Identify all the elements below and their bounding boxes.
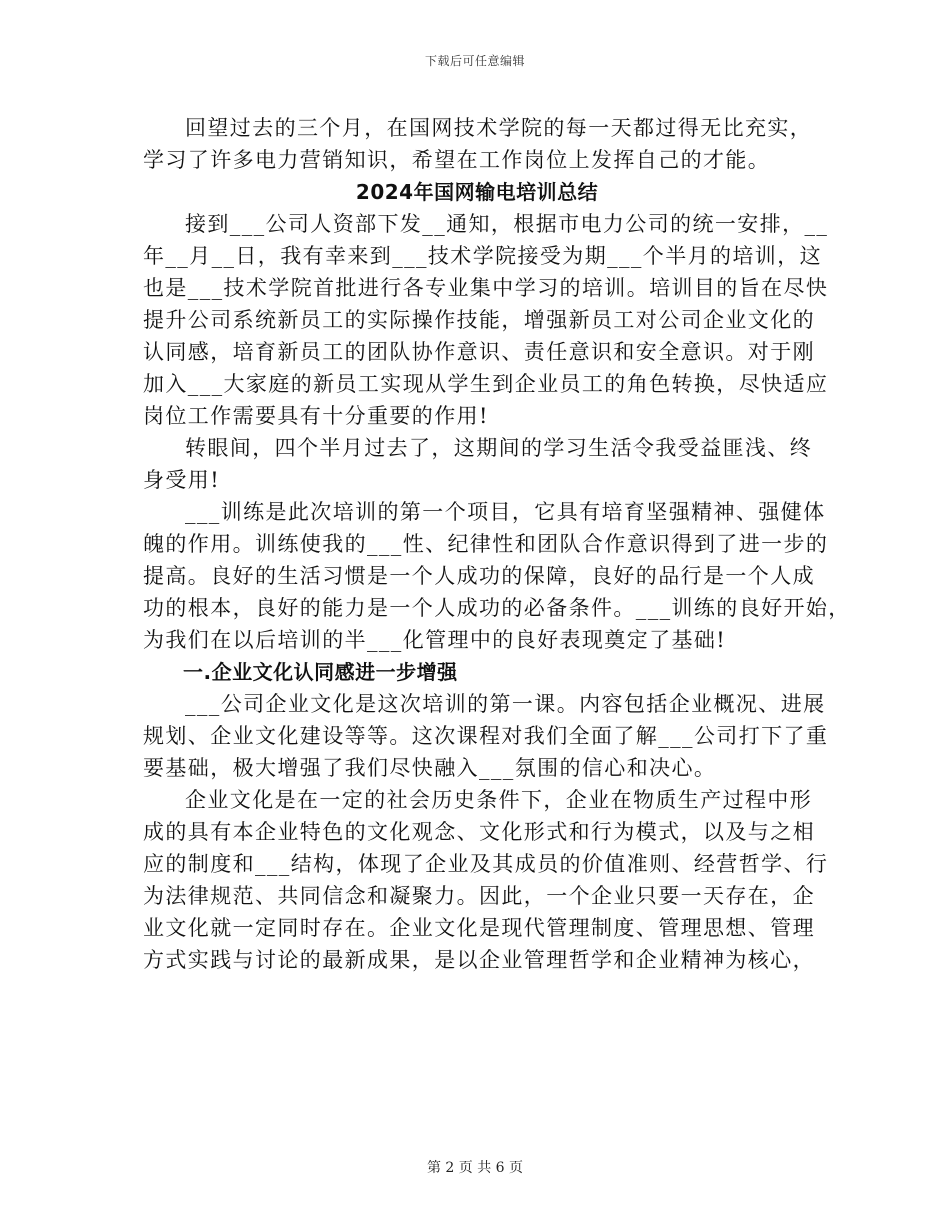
text-line: 成的具有本企业特色的文化观念、文化形式和行为模式，以及与之相 bbox=[143, 820, 815, 844]
text-line: ___公司企业文化是这次培训的第一课。内容包括企业概况、进展 bbox=[185, 692, 826, 716]
text-line: 为我们在以后培训的半___化管理中的良好表现奠定了基础! bbox=[143, 628, 727, 652]
text-line: 为法律规范、共同信念和凝聚力。因此，一个企业只要一天存在，企 bbox=[143, 884, 815, 908]
page-header: 下载后可任意编辑 bbox=[424, 54, 525, 68]
page-footer: 第 2 页 共 6 页 bbox=[426, 1160, 524, 1176]
paragraph-1 bbox=[143, 208, 829, 432]
text-line: 学习了许多电力营销知识，希望在工作岗位上发挥自己的才能。 bbox=[143, 148, 771, 172]
document-body bbox=[143, 112, 851, 976]
text-line: 认同感，培育新员工的团队协作意识、责任意识和安全意识。对于刚 bbox=[143, 340, 815, 364]
text-line: 身受用! bbox=[143, 468, 221, 492]
paragraph-5 bbox=[143, 784, 829, 976]
text-line: 企业文化是在一定的社会历史条件下，企业在物质生产过程中形 bbox=[185, 788, 813, 812]
text-line: 回望过去的三个月，在国网技术学院的每一天都过得无比充实， bbox=[185, 116, 813, 140]
text-line: 业文化就一定同时存在。企业文化是现代管理制度、管理思想、管理 bbox=[143, 916, 815, 940]
text-line: 转眼间，四个半月过去了，这期间的学习生活令我受益匪浅、终 bbox=[185, 436, 813, 460]
text-line: 接到___公司人资部下发__通知，根据市电力公司的统一安排，__ bbox=[185, 212, 829, 236]
paragraph-3 bbox=[143, 496, 851, 656]
text-line: ___训练是此次培训的第一个项目，它具有培育坚强精神、强健体 bbox=[185, 500, 826, 524]
text-line: 也是___技术学院首批进行各专业集中学习的培训。培训目的旨在尽快 bbox=[143, 276, 829, 300]
paragraph-2 bbox=[143, 432, 811, 496]
section-heading-1: 一.企业文化认同感进一步增强 bbox=[183, 660, 458, 684]
text-line: 魄的作用。训练使我的___性、纪律性和团队合作意识得到了进一步的 bbox=[143, 532, 829, 556]
text-line: 提升公司系统新员工的实际操作技能，增强新员工对公司企业文化的 bbox=[143, 308, 815, 332]
text-line: 功的根本，良好的能力是一个人成功的必备条件。___训练的良好开始， bbox=[143, 596, 851, 620]
text-line: 规划、企业文化建设等等。这次课程对我们全面了解___公司打下了重 bbox=[143, 724, 829, 748]
text-line: 年__月__日，我有幸来到___技术学院接受为期___个半月的培训，这 bbox=[143, 244, 822, 268]
text-line: 应的制度和___结构，体现了企业及其成员的价值准则、经营哲学、行 bbox=[143, 852, 829, 876]
paragraph-4 bbox=[143, 688, 829, 784]
intro-paragraph bbox=[143, 112, 811, 176]
text-line: 提高。良好的生活习惯是一个人成功的保障，良好的品行是一个人成 bbox=[143, 564, 815, 588]
text-line: 加入___大家庭的新员工实现从学生到企业员工的角色转换，尽快适应 bbox=[143, 372, 829, 396]
text-line: 方式实践与讨论的最新成果，是以企业管理哲学和企业精神为核心， bbox=[143, 948, 815, 972]
text-line: 要基础，极大增强了我们尽快融入___氛围的信心和决心。 bbox=[143, 756, 717, 780]
document-title: 2024年国网输电培训总结 bbox=[355, 180, 599, 204]
text-line: 岗位工作需要具有十分重要的作用! bbox=[143, 404, 489, 428]
